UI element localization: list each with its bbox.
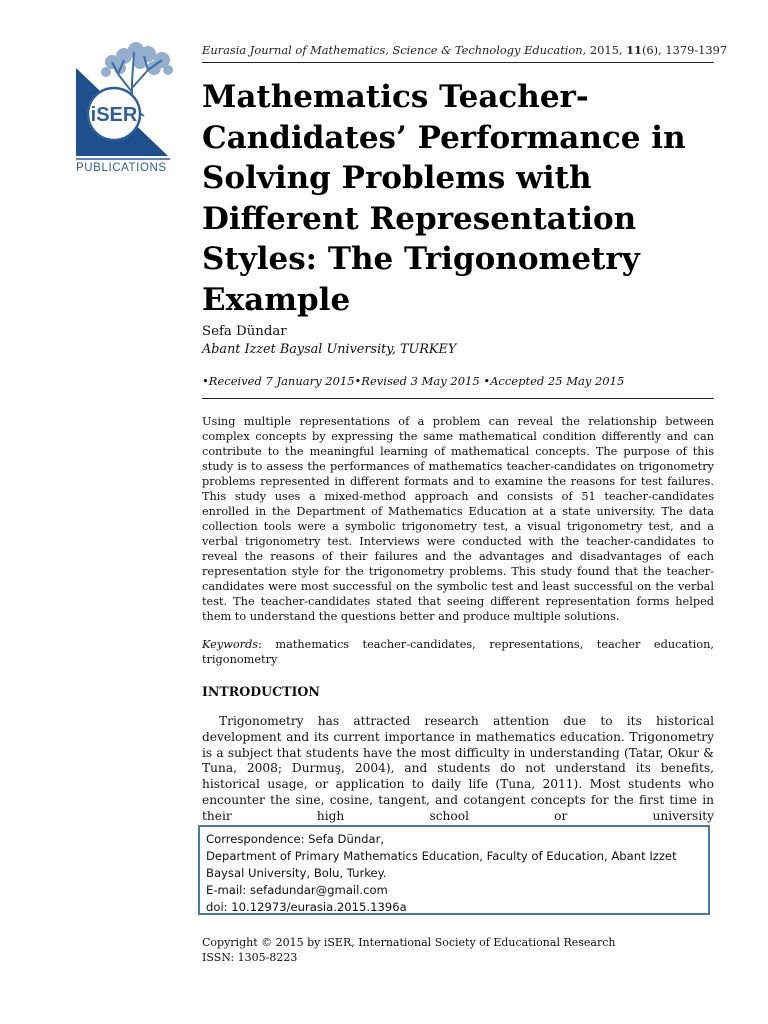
abstract-text: Using multiple representations of a problem can reveal the relationship between complex concepts by expressing the same mathematical condition differently and can contribute to the meaningful learning of mathematical concepts. The purpose of this study is to assess the performances of mathematics teacher-candidates on trigonometry problems represented in different formats and to examine the reasons for test failures. This study uses a mixed-method approach and consists of 51 teacher-candidates enrolled in the Department of Mathematics Education at a state university. The data collection tools were a symbolic trigonometry test, a visual trigonometry test, and a verbal trigonometry test. Interviews were conducted with the teacher-candidates to reveal the reasons of their failures and the advantages and disadvantages of each representation style for the trigonometry problems. This study found that the teacher-candidates were most successful on the symbolic test and least successful on the verbal test. The teacher-candidates stated that seeing different representation forms helped them to understand the questions better and produce multiple solutions. bbox=[202, 415, 714, 623]
keywords bbox=[202, 637, 714, 667]
correspondence-box bbox=[198, 825, 710, 915]
keywords-label: Keywords bbox=[202, 638, 259, 651]
correspondence-department: Department of Primary Mathematics Education, Faculty of Education, Abant Izzet bbox=[206, 849, 677, 863]
journal-year: 2015, bbox=[589, 43, 623, 57]
correspondence-name: Correspondence: Sefa Dündar, bbox=[206, 832, 385, 846]
section-heading-introduction: INTRODUCTION bbox=[202, 684, 320, 699]
header-rule bbox=[202, 62, 714, 63]
correspondence-doi[interactable]: doi: 10.12973/eurasia.2015.1396a bbox=[206, 900, 407, 914]
keywords-list-cont: trigonometry bbox=[202, 653, 278, 666]
logo-subtitle: PUBLICATIONS bbox=[76, 162, 167, 174]
correspondence-university: Baysal University, Bolu, Turkey. bbox=[206, 866, 387, 880]
author-name: Sefa Dündar bbox=[202, 324, 287, 339]
keywords-list: : mathematics teacher-candidates, representations, teacher education, bbox=[258, 638, 714, 651]
issn-text: ISSN: 1305-8223 bbox=[202, 950, 298, 964]
journal-issue: (6), bbox=[641, 43, 662, 57]
article-title: Mathematics Teacher-Candidates’ Performance in Solving Problems with Different Representation Styles: The Trigonometry Example bbox=[202, 79, 686, 318]
copyright-text: Copyright © 2015 by iSER, International Society of Educational Research bbox=[202, 936, 616, 949]
journal-citation bbox=[202, 43, 728, 57]
article-dates: •Received 7 January 2015•Revised 3 May 2015 •Accepted 25 May 2015 bbox=[202, 374, 625, 388]
logo-text: iSER bbox=[90, 104, 138, 126]
iser-logo-graphic bbox=[74, 40, 178, 174]
footer bbox=[202, 936, 615, 965]
journal-name: Eurasia Journal of Mathematics, Science & Technology Education, bbox=[202, 43, 587, 57]
dates-rule bbox=[202, 398, 714, 399]
correspondence-email[interactable]: E-mail: sefadundar@gmail.com bbox=[206, 883, 388, 897]
publisher-logo bbox=[74, 40, 178, 174]
author-affiliation: Abant Izzet Baysal University, TURKEY bbox=[202, 342, 457, 357]
introduction-text: Trigonometry has attracted research attention due to its historical development and its current importance in mathematics education. Trigonometry is a subject that students have the most difficulty in understanding (Tatar, Okur & Tuna, 2008; Durmuş, 2004), and students do not understand its benefits, historical usage, or application to daily life (Tuna, 2011). Most students who encounter the sine, cosine, tangent, and cotangent concepts for the first time in their high school or university bbox=[202, 714, 714, 823]
journal-pages: 1379-1397 bbox=[665, 43, 728, 57]
journal-volume: 11 bbox=[626, 43, 642, 57]
